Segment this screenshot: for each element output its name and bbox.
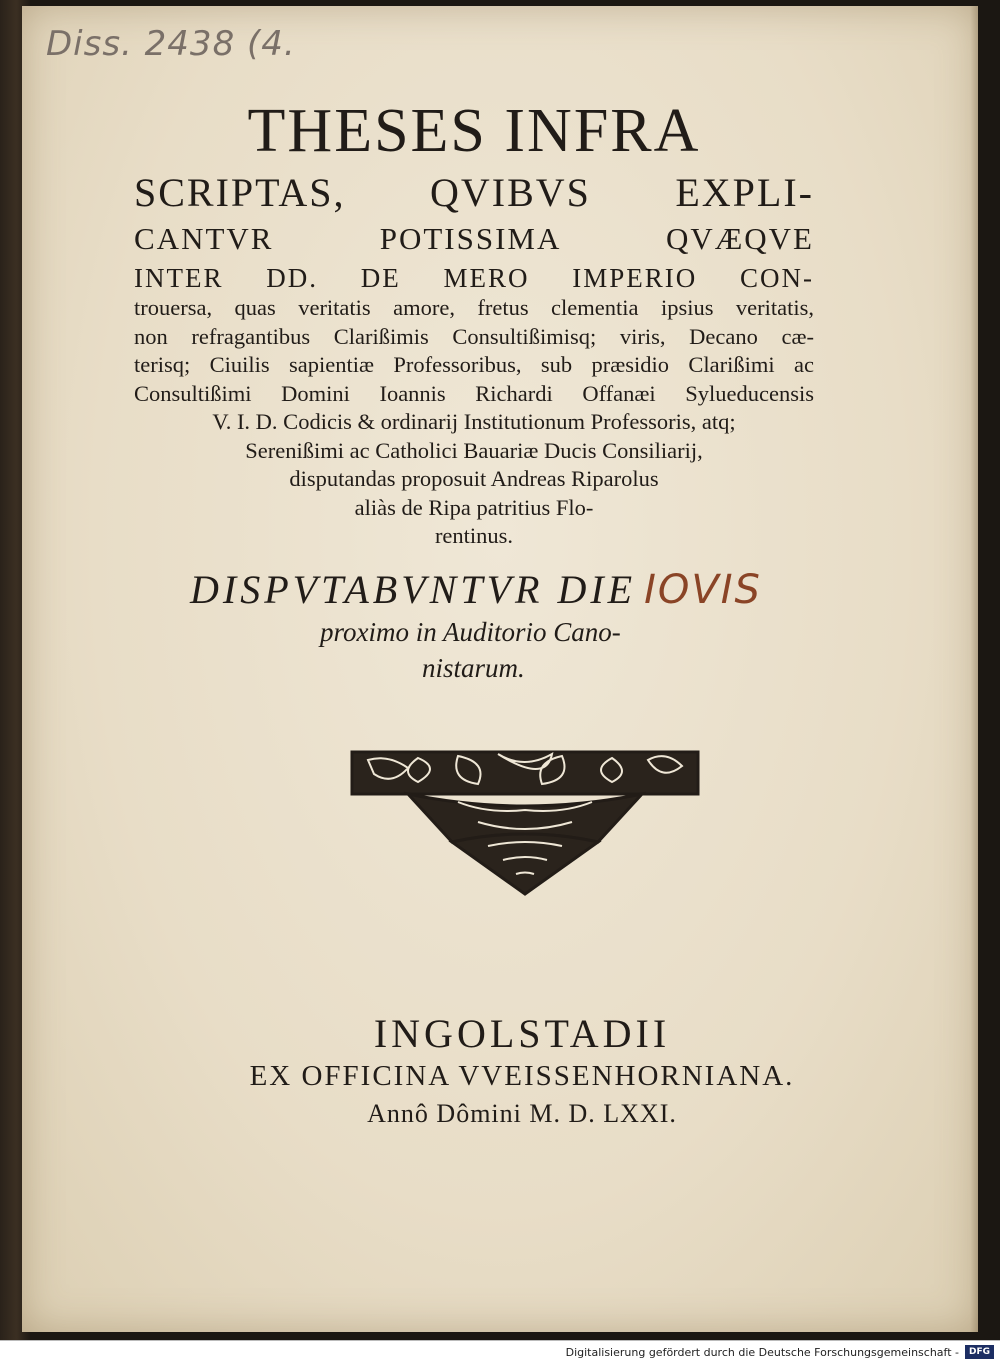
title-line-2: SCRIPTAS, QVIBVS EXPLI- <box>134 170 814 215</box>
title-page <box>22 6 978 1332</box>
title-block <box>134 92 814 551</box>
body-line: disputandas proposuit Andreas Riparolus <box>289 466 659 491</box>
imprint-block <box>162 1011 882 1133</box>
body-line: trouersa, quas veritatis amore, fretus clementia ipsius veritatis, <box>134 295 814 320</box>
title-line-1: THESES INFRA <box>247 97 701 165</box>
page-edge-shadow <box>970 6 978 1332</box>
disputation-line-3: nistarum. <box>422 653 525 683</box>
title-line-3: CANTVR POTISSIMA QVÆQVE <box>134 221 814 256</box>
dfg-logo: DFG <box>965 1345 994 1359</box>
imprint-year: Annô Dômini M. D. LXXI. <box>367 1099 677 1128</box>
printers-ornament <box>348 746 702 898</box>
handwritten-day: IOVIS <box>644 567 762 613</box>
funding-credit: Digitalisierung gefördert durch die Deutsche Forschungsgemeinschaft - <box>565 1345 959 1359</box>
body-line: Consultißimi Domini Ioannis Richardi Offanæi Sylueducensis <box>134 380 814 406</box>
body-line: V. I. D. Codicis & ordinarij Institutionum Professoris, atq; <box>212 409 736 434</box>
disputation-heading: DISPVTABVNTVR DIE <box>190 567 637 612</box>
body-line: aliàs de Ripa patritius Flo- <box>354 494 594 520</box>
disputation-line-2: proximo in Auditorio Cano- <box>320 617 621 647</box>
body-line: Serenißimi ac Catholici Bauariæ Ducis Consiliarij, <box>245 437 703 463</box>
title-line-4: INTER DD. DE MERO IMPERIO CON- <box>134 263 814 293</box>
imprint-printer: EX OFFICINA VVEISSENHORNIANA. <box>249 1060 795 1092</box>
footer-bar <box>0 1340 1000 1363</box>
disputation-line-1 <box>190 566 830 614</box>
title-body-text <box>134 294 814 551</box>
disputation-notice <box>190 566 830 686</box>
body-line: terisq; Ciuilis sapientiæ Professoribus, sub præsidio Clarißimi ac <box>134 352 814 377</box>
handwritten-shelfmark: Diss. 2438 (4. <box>46 24 296 64</box>
body-line: rentinus. <box>434 523 514 548</box>
body-line: non refragantibus Clarißimis Consultißimisq; viris, Decano cæ- <box>134 323 814 349</box>
imprint-place: INGOLSTADII <box>373 1011 671 1056</box>
